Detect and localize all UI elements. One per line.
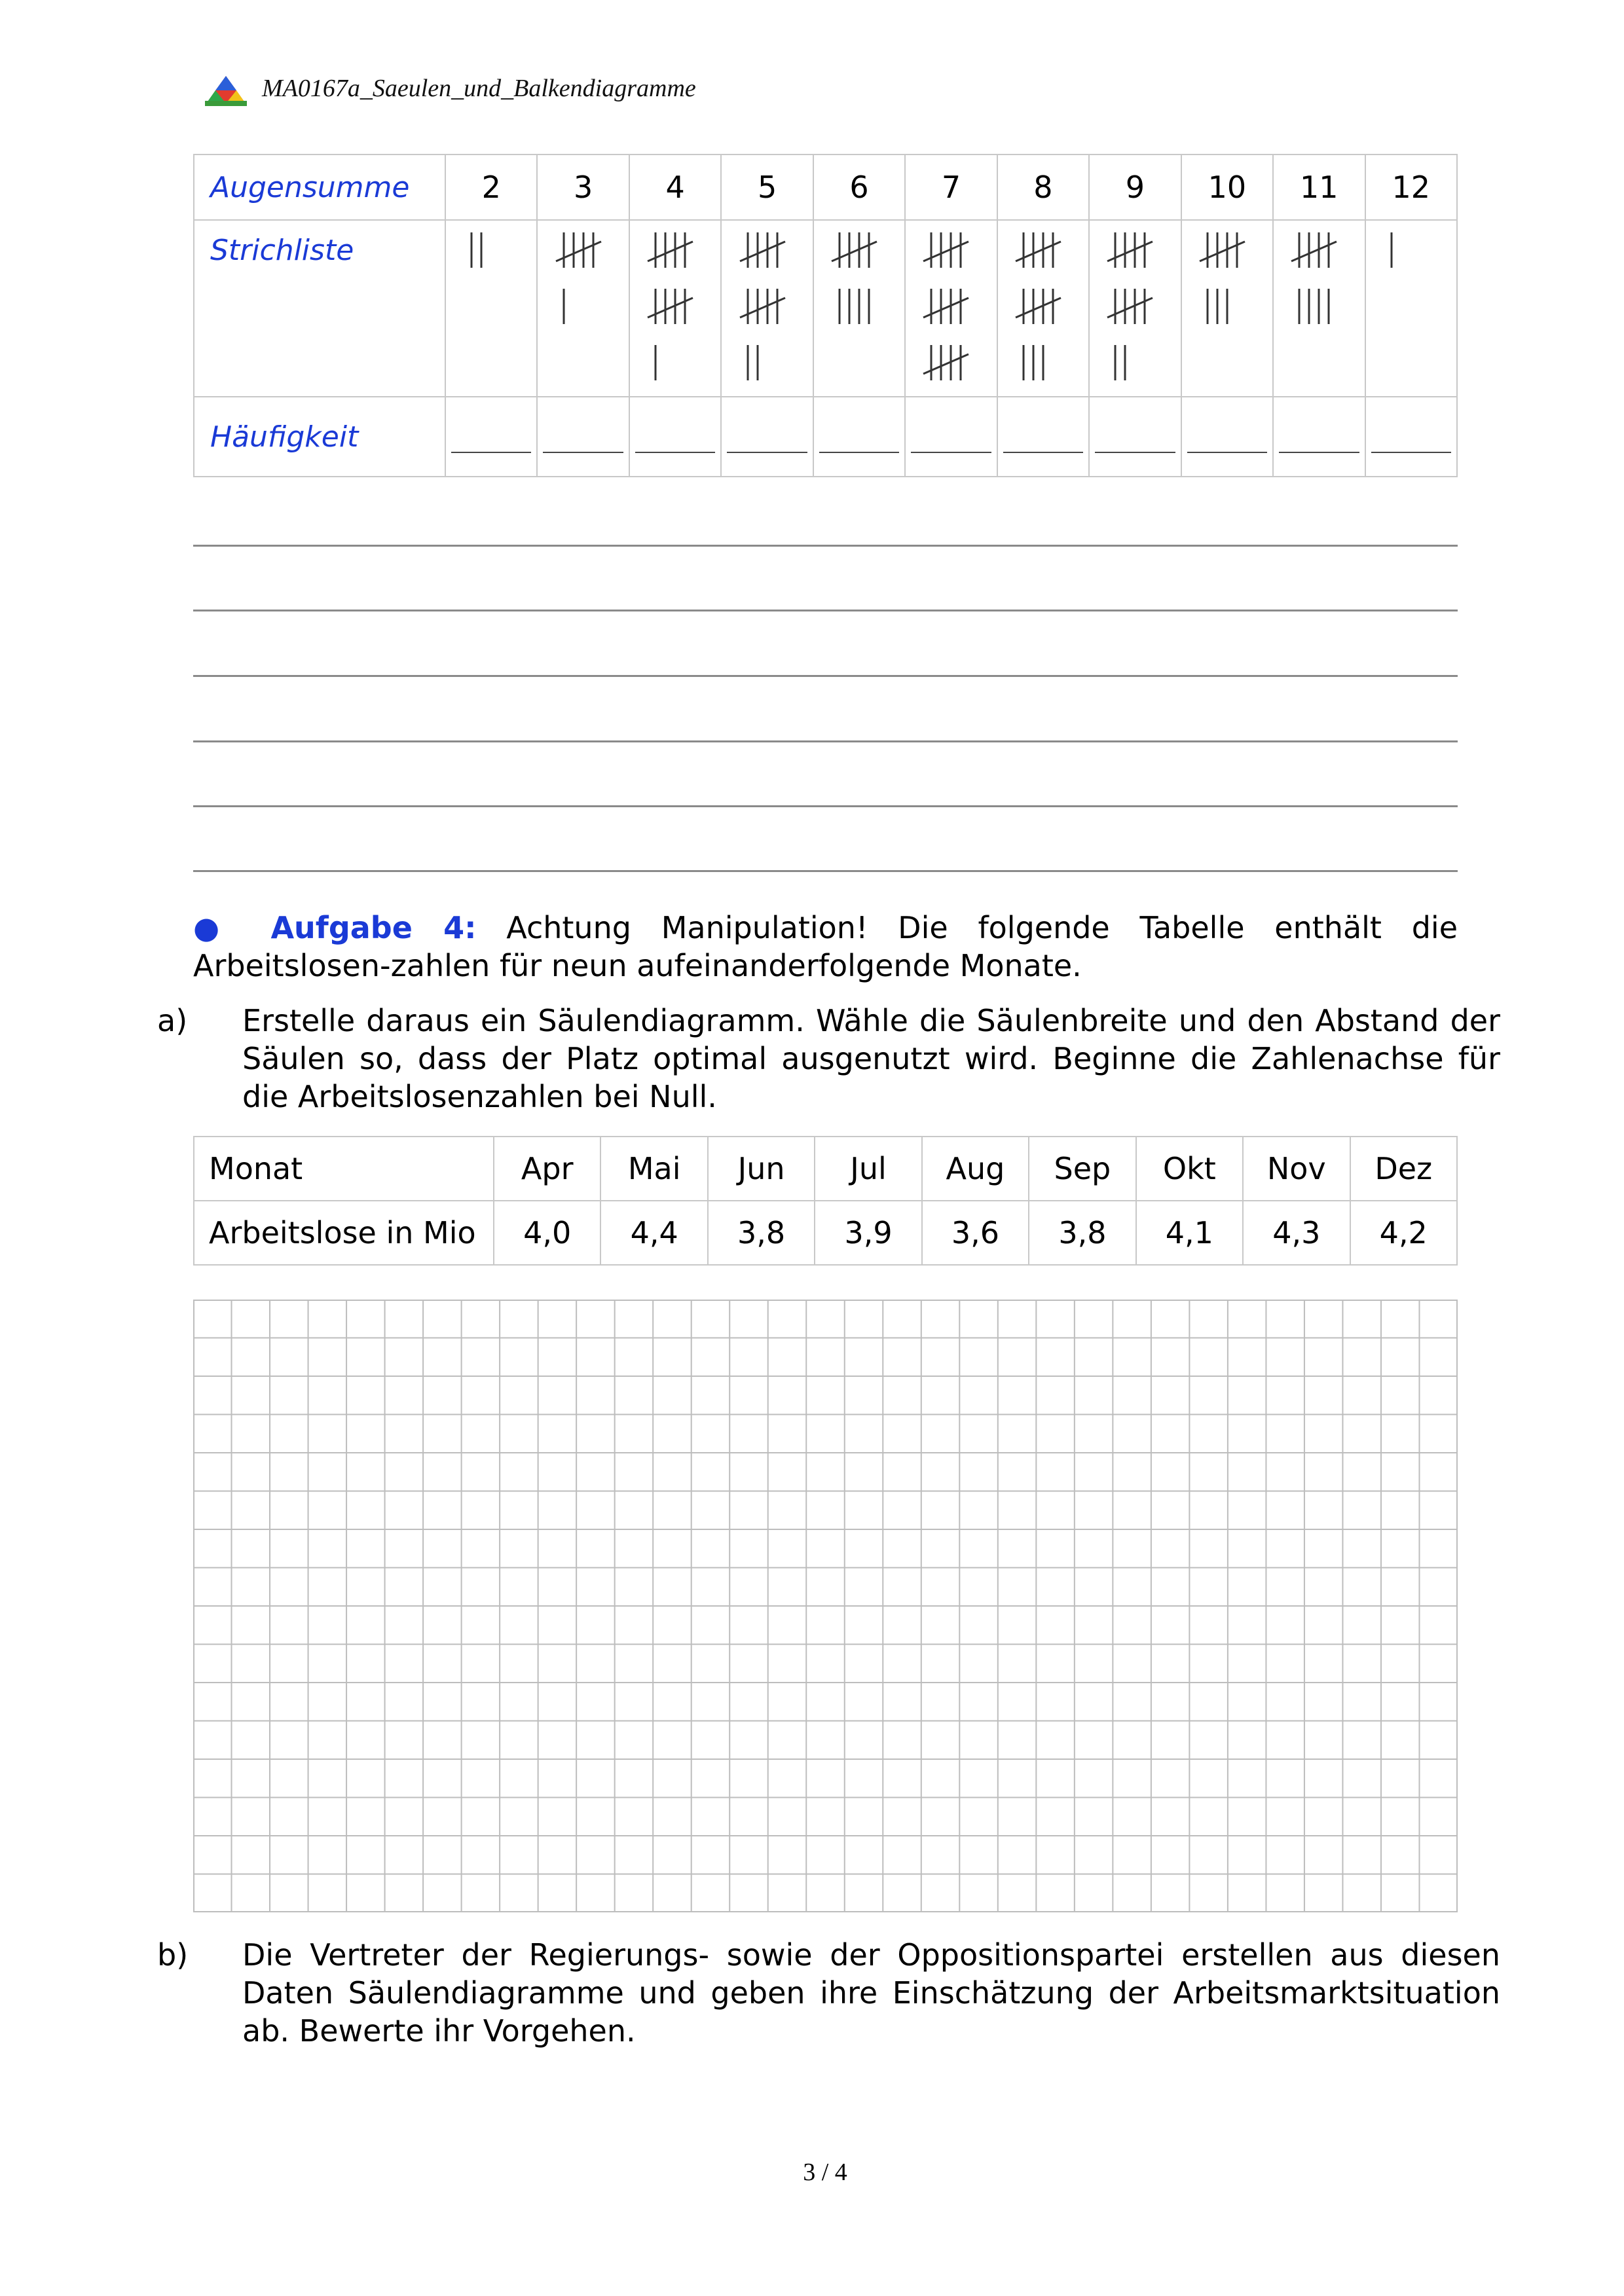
tally-marks [826,227,892,340]
tally-row-label: Strichliste [194,220,445,397]
frequency-cell[interactable] [1273,397,1365,477]
month-row-label: Monat [194,1137,494,1201]
tally-marks [1378,227,1444,283]
month-cell: Dez [1350,1137,1458,1201]
value-cell: 4,3 [1243,1201,1350,1265]
frequency-blank[interactable] [1095,452,1175,453]
tally-strike [832,242,877,261]
month-cell: Jun [708,1137,815,1201]
tally-strike [1200,242,1245,261]
task4b-letter: b) [157,1937,189,1973]
sum-cell: 6 [813,155,905,220]
tally-cell [997,220,1089,397]
value-cell: 4,4 [600,1201,707,1265]
task4b [157,1936,1500,2050]
frequency-blank[interactable] [819,452,899,453]
tally-strike [556,242,601,261]
tally-cell [445,220,537,397]
tally-cell [905,220,997,397]
month-cell: Aug [922,1137,1029,1201]
task4a [157,1002,1500,1116]
frequency-cell[interactable] [1089,397,1181,477]
writing-line[interactable] [193,675,1458,677]
task4-label: ● Aufgabe 4: [193,910,477,945]
task4a-text: Erstelle daraus ein Säulendiagramm. Wähle die Säulenbreite und den Abstand der Säulen so, dass der Platz optimal ausgenutzt wird. Beginne die Zahlenachse für die Arbeitslosenzahlen bei Null. [242,1003,1500,1114]
tally-cell [629,220,721,397]
sum-cell: 8 [997,155,1089,220]
sum-row [194,155,1457,220]
writing-line[interactable] [193,740,1458,742]
sum-row-label: Augensumme [194,155,445,220]
tally-strike [1016,298,1061,318]
frequency-cell[interactable] [1365,397,1457,477]
month-cell: Sep [1029,1137,1135,1201]
value-cell: 4,0 [494,1201,600,1265]
frequency-cell[interactable] [537,397,629,477]
sum-cell: 4 [629,155,721,220]
tally-strike [923,354,969,374]
page-number: 3 / 4 [803,2159,847,2186]
tally-table [193,154,1458,477]
tally-cell [721,220,813,397]
tally-strike [1291,242,1337,261]
value-cell: 3,9 [815,1201,921,1265]
tally-marks [458,227,524,283]
tally-marks [1102,227,1168,396]
value-row [194,1201,1457,1265]
task4-intro-text: Achtung Manipulation! Die folgende Tabelle enthält die Arbeitslosen-zahlen für neun aufeinanderfolgende Monate. [193,910,1458,983]
frequency-blank[interactable] [635,452,715,453]
value-cell: 3,6 [922,1201,1029,1265]
tally-cell [1089,220,1181,397]
sum-cell: 7 [905,155,997,220]
frequency-blank[interactable] [1371,452,1451,453]
frequency-cell[interactable] [905,397,997,477]
writing-line[interactable] [193,805,1458,807]
frequency-blank[interactable] [911,452,991,453]
tally-marks [642,227,708,396]
frequency-blank[interactable] [451,452,531,453]
frequency-blank[interactable] [1003,452,1083,453]
sum-cell: 5 [721,155,813,220]
frequency-cell[interactable] [813,397,905,477]
sum-cell: 3 [537,155,629,220]
unemployment-table [193,1136,1458,1266]
value-cell: 3,8 [1029,1201,1135,1265]
tally-strike [740,242,785,261]
tally-marks [735,227,800,396]
writing-line[interactable] [193,870,1458,872]
pyramid-logo-icon [204,75,248,107]
frequency-blank[interactable] [543,452,623,453]
sum-cell: 10 [1181,155,1273,220]
task4a-letter: a) [157,1003,188,1038]
writing-line[interactable] [193,545,1458,547]
frequency-row-label: Häufigkeit [194,397,445,477]
tally-cell [1365,220,1457,397]
tally-marks [1010,227,1076,396]
frequency-blank[interactable] [1187,452,1267,453]
tally-cell [1181,220,1273,397]
sum-cell: 11 [1273,155,1365,220]
tally-row [194,220,1457,397]
tally-strike [648,242,693,261]
tally-cell [1273,220,1365,397]
writing-line[interactable] [193,610,1458,611]
month-cell: Apr [494,1137,600,1201]
frequency-blank[interactable] [1279,452,1359,453]
tally-strike [923,242,969,261]
task4-intro [193,909,1458,985]
value-cell: 4,1 [1136,1201,1243,1265]
tally-marks [551,227,616,340]
frequency-cell[interactable] [445,397,537,477]
frequency-cell[interactable] [1181,397,1273,477]
value-row-label: Arbeitslose in Mio [194,1201,494,1265]
tally-marks [918,227,984,396]
frequency-blank[interactable] [727,452,807,453]
month-cell: Nov [1243,1137,1350,1201]
tally-strike [1107,298,1153,318]
frequency-row [194,397,1457,477]
sum-cell: 9 [1089,155,1181,220]
tally-cell [813,220,905,397]
tally-cell [537,220,629,397]
frequency-cell[interactable] [721,397,813,477]
tally-strike [1016,242,1061,261]
sum-cell: 2 [445,155,537,220]
month-row [194,1137,1457,1201]
month-cell: Okt [1136,1137,1243,1201]
tally-marks [1194,227,1260,340]
month-cell: Mai [600,1137,707,1201]
sum-cell: 12 [1365,155,1457,220]
value-cell: 4,2 [1350,1201,1458,1265]
tally-marks [1286,227,1352,340]
document-title: MA0167a_Saeulen_und_Balkendiagramme [262,75,696,102]
month-cell: Jul [815,1137,921,1201]
value-cell: 3,8 [708,1201,815,1265]
frequency-cell[interactable] [629,397,721,477]
tally-strike [1107,242,1153,261]
frequency-cell[interactable] [997,397,1089,477]
tally-strike [740,298,785,318]
squared-grid[interactable] [193,1300,1458,1912]
tally-strike [648,298,693,318]
task4b-text: Die Vertreter der Regierungs- sowie der Oppositionspartei erstellen aus diesen Daten Säulendiagramme und geben ihre Einschätzung der Arbeitsmarktsituation ab. Bewerte ihr Vorgehen. [242,1937,1500,2049]
tally-strike [923,298,969,318]
